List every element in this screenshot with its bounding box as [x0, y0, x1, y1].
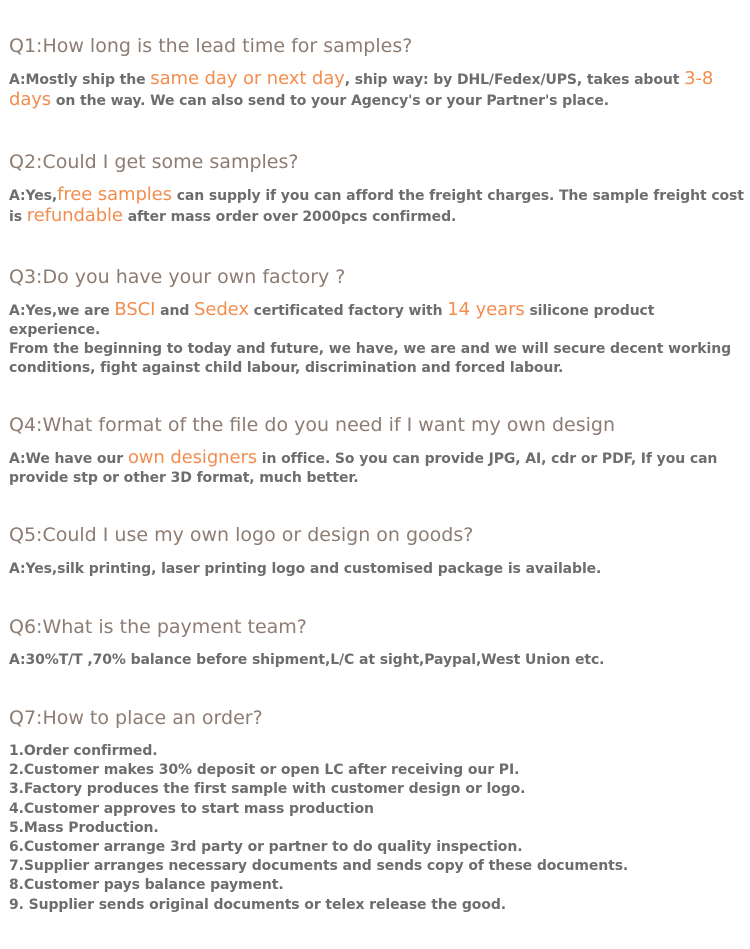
- faq-item-1: [9, 34, 746, 111]
- faq-item-4: [9, 413, 746, 488]
- faq-answer-4: A:We have our own designers in office. So you can provide JPG, AI, cdr or PDF, If you can provide stp or other 3D format, much better.: [9, 447, 718, 486]
- faq-answer-2: A:Yes,free samples can supply if you can afford the freight charges. The sample freight cost is refundable after mass order over 2000pcs confirmed.: [9, 184, 744, 226]
- order-step-4: 4.Customer approves to start mass production: [9, 800, 374, 817]
- order-step-6: 6.Customer arrange 3rd party or partner to do quality inspection.: [9, 839, 523, 856]
- highlight-bsci: BSCI: [114, 299, 156, 320]
- faq-answer-5: A:Yes,silk printing, laser printing logo and customised package is available.: [9, 561, 602, 577]
- faq-answer-1: A:Mostly ship the same day or next day, ship way: by DHL/Fedex/UPS, takes about 3-8 days on the way. We can also send to your Agency's or your Partner's place.: [9, 68, 714, 110]
- order-step-7: 7.Supplier arranges necessary documents and sends copy of these documents.: [9, 858, 629, 875]
- faq-answer-6: A:30%T/T ,70% balance before shipment,L/C at sight,Paypal,West Union etc.: [9, 652, 605, 668]
- highlight-free-samples: free samples: [57, 184, 172, 205]
- faq-answer-3: A:Yes,we are BSCI and Sedex certificated factory with 14 years silicone product experience. From the beginning to today and future, we have, we are and we will secure decent working conditions, fight against child labour, discrimination and forced labour.: [9, 300, 746, 378]
- highlight-same-day: same day or next day: [150, 68, 345, 89]
- highlight-own-designers: own designers: [127, 447, 258, 468]
- faq-question-5: Q5:Could I use my own logo or design on goods?: [9, 524, 474, 546]
- highlight-14-years: 14 years: [447, 299, 525, 320]
- order-step-9: 9. Supplier sends original documents or telex release the good.: [9, 896, 506, 913]
- faq-item-7: [9, 706, 746, 915]
- order-step-2: 2.Customer makes 30% deposit or open LC after receiving our PI.: [9, 762, 520, 779]
- order-step-5: 5.Mass Production.: [9, 819, 159, 836]
- order-step-8: 8.Customer pays balance payment.: [9, 877, 284, 894]
- faq-question-3: Q3:Do you have your own factory ?: [9, 266, 346, 288]
- order-step-3: 3.Factory produces the first sample with customer design or logo.: [9, 781, 526, 798]
- faq-question-7: Q7:How to place an order?: [9, 707, 263, 729]
- faq-question-1: Q1:How long is the lead time for samples?: [9, 35, 413, 57]
- faq-item-3: [9, 265, 746, 378]
- faq-item-6: [9, 615, 746, 670]
- faq-answer-3-line-2: From the beginning to today and future, we have, we are and we will secure decent working conditions, fight against child labour, discrimination and forced labour.: [9, 341, 731, 376]
- faq-item-5: [9, 523, 746, 579]
- order-step-1: 1.Order confirmed.: [9, 743, 158, 759]
- highlight-sedex: Sedex: [194, 299, 249, 320]
- faq-question-2: Q2:Could I get some samples?: [9, 151, 299, 173]
- highlight-refundable: refundable: [26, 205, 123, 226]
- faq-question-4: Q4:What format of the file do you need if I want my own design: [9, 414, 616, 436]
- highlight-3-8-days: 3-8 days: [9, 68, 714, 110]
- order-steps-list: [9, 742, 746, 915]
- faq-question-6: Q6:What is the payment team?: [9, 616, 307, 638]
- faq-item-2: [9, 150, 746, 227]
